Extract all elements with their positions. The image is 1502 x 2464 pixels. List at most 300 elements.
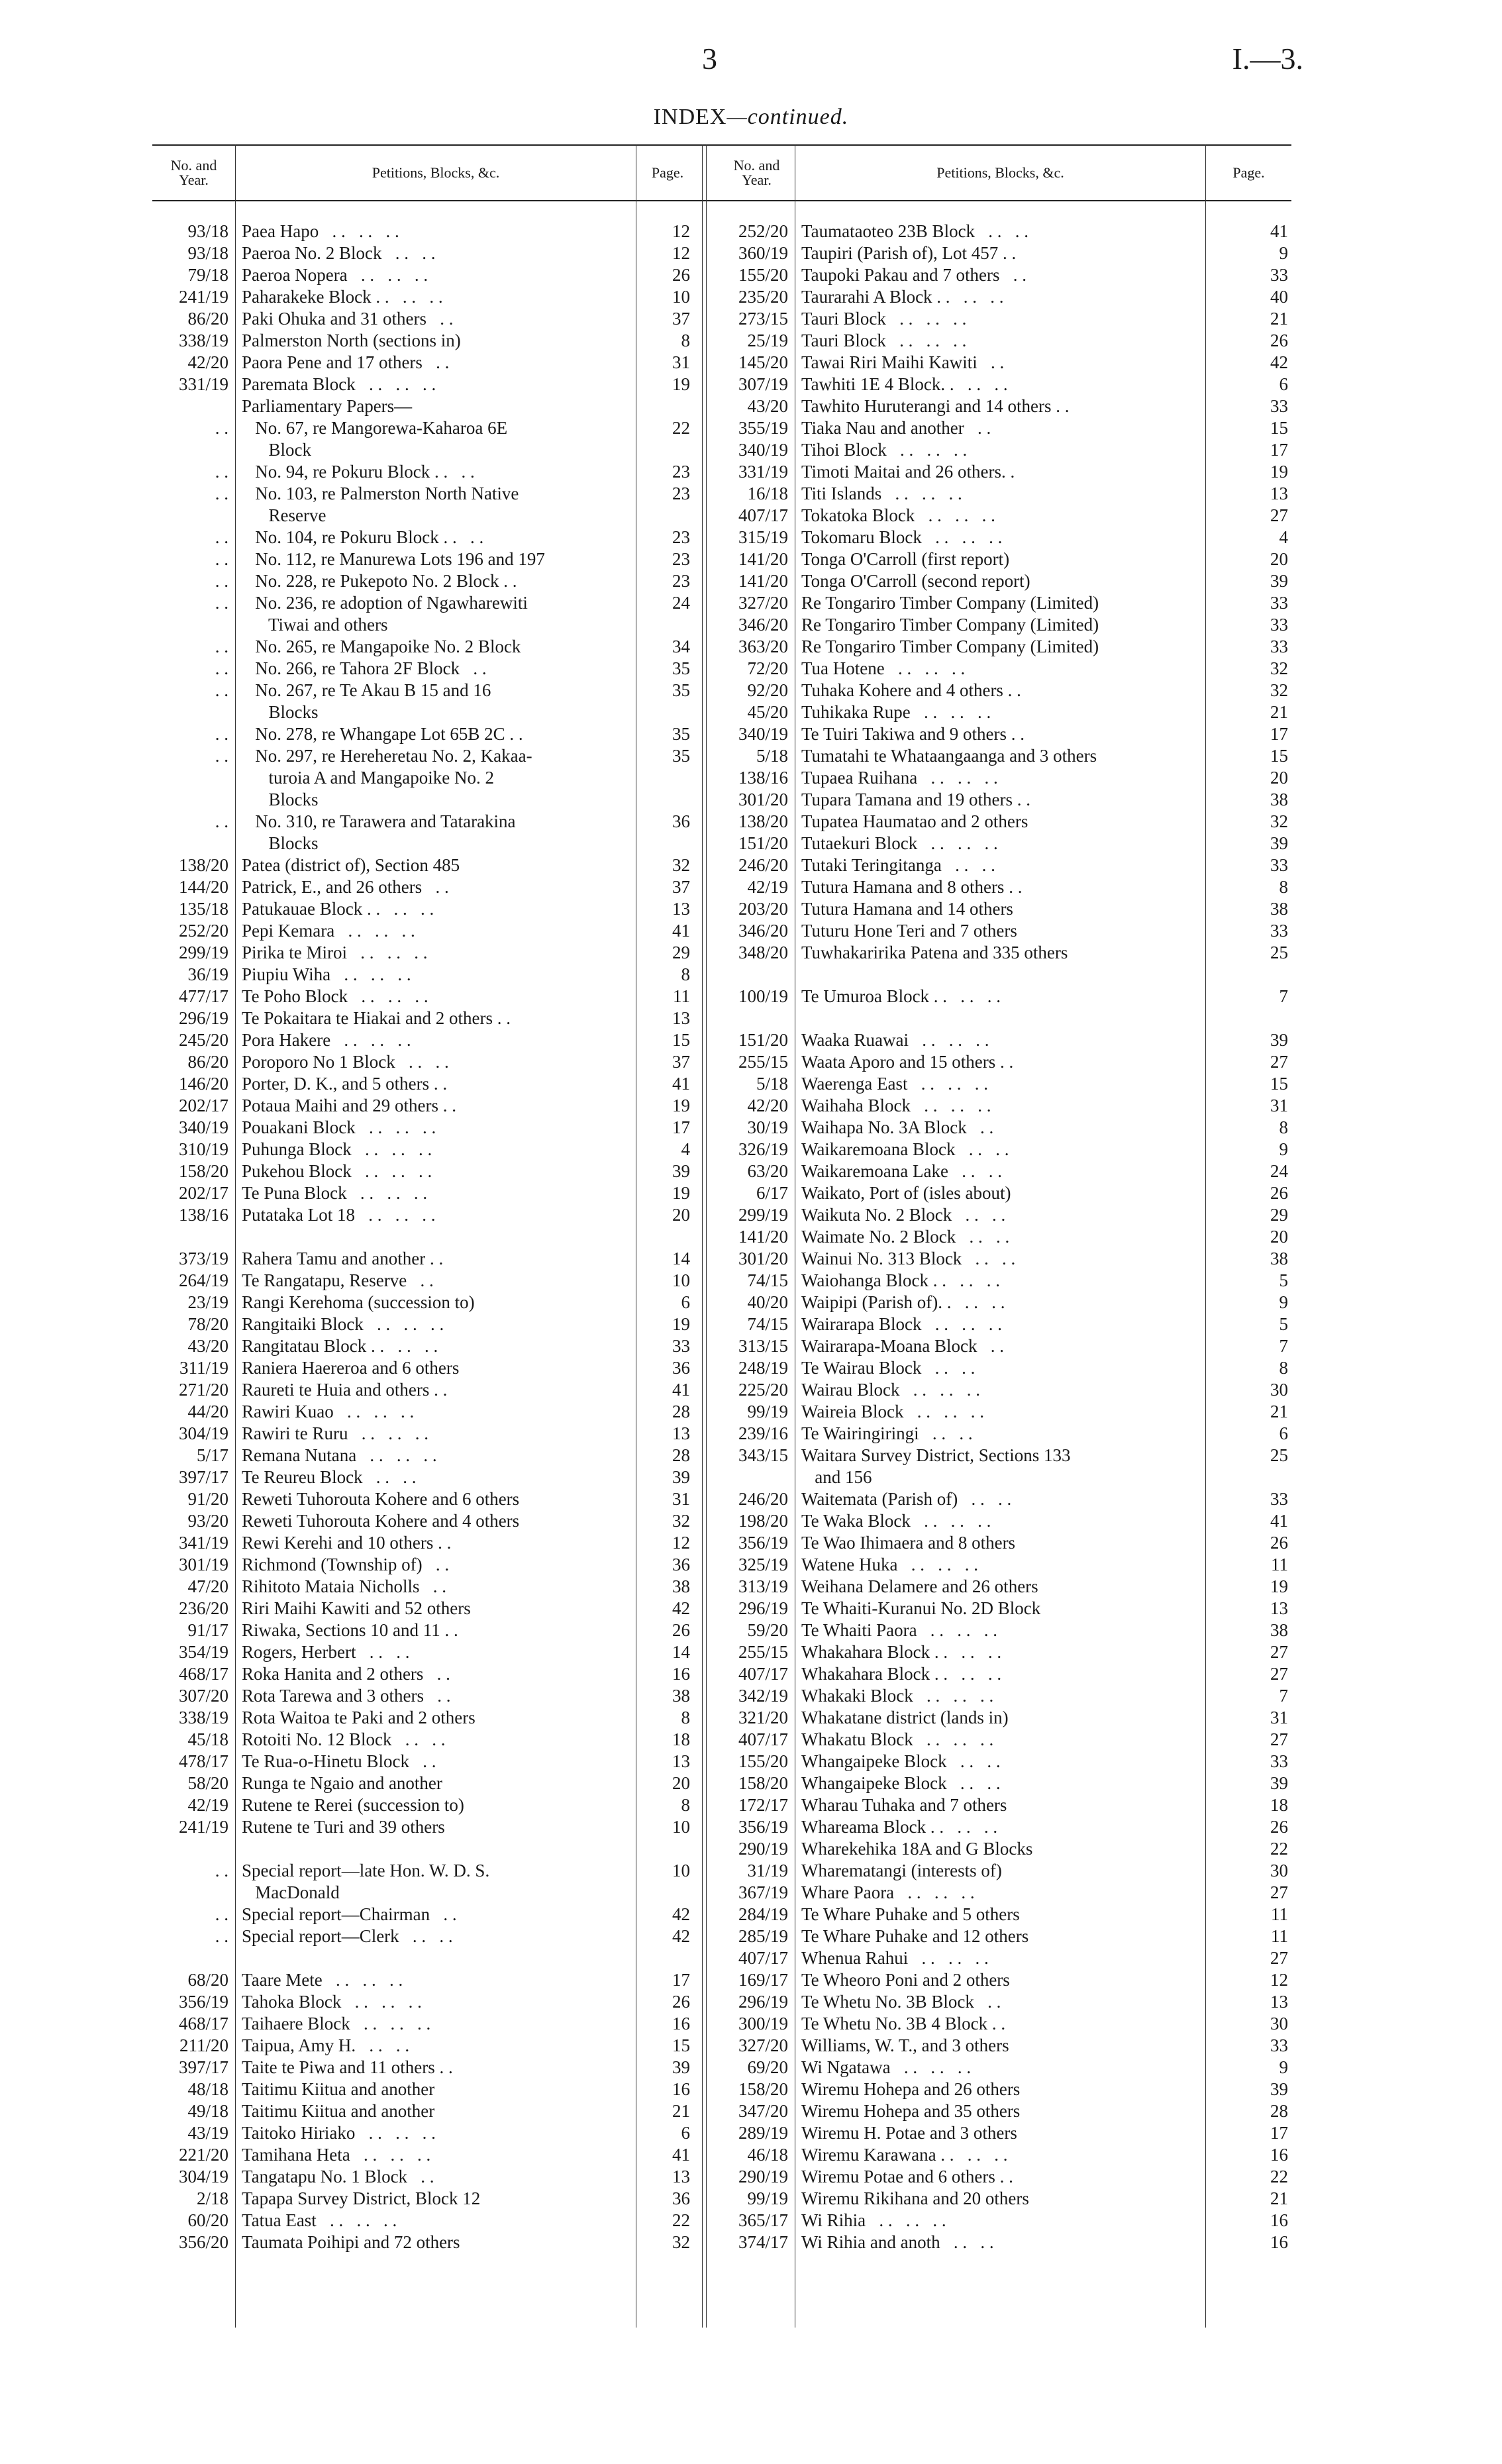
entry-number: 356/20 [178,2232,228,2252]
entry-number: 79/18 [187,265,228,285]
index-entry [709,833,1291,854]
entry-number: 241/19 [178,1817,228,1837]
entry-title: Putataka Lot 18 . . . . . . [242,1205,436,1225]
entry-page: 33 [1270,1489,1288,1509]
entry-number: 338/19 [178,1708,228,1727]
entry-title: Wairau Block . . . . . . [801,1380,981,1400]
entry-page: 22 [672,2210,690,2230]
entry-page: 6 [1279,1423,1288,1443]
entry-title: Taipua, Amy H. . . . . [242,2035,410,2055]
entry-number: . . [215,724,228,744]
entry-page: 27 [1270,1948,1288,1968]
entry-title: Te Whetu No. 3B Block . . [801,1992,1001,2012]
entry-page: 11 [1271,1555,1288,1574]
entry-page: 38 [672,1686,690,1706]
entry-number: 5/17 [196,1445,228,1465]
entry-title: Weihana Delamere and 26 others [801,1576,1038,1596]
index-entry [152,483,702,505]
entry-title: Tiwai and others [242,615,388,635]
index-entry [152,1488,702,1510]
entry-page: 9 [1279,1139,1288,1159]
entry-page: 15 [672,1030,690,1050]
entry-title: Tawai Riri Maihi Kawiti . . [801,352,1005,372]
entry-number: 348/20 [738,943,788,962]
entry-number: 42/20 [747,1096,788,1115]
entry-number: 355/19 [738,418,788,438]
index-entry [709,286,1291,308]
entry-title: Te Whare Puhake and 12 others [801,1926,1029,1946]
entry-title: Roka Hanita and 2 others . . [242,1664,450,1684]
entry-page: 39 [1270,1030,1288,1050]
rule-center-double [702,144,707,2328]
entry-title: Rawiri Kuao . . . . . . [242,1402,415,1421]
entry-number: 158/20 [738,1773,788,1793]
entry-number: 155/20 [738,1751,788,1771]
entry-number: 202/17 [178,1183,228,1203]
entry-page: 15 [672,2035,690,2055]
entry-number: 138/16 [178,1205,228,1225]
entry-number: 343/15 [738,1445,788,1465]
index-entry [152,439,702,461]
index-entry [709,1466,1291,1488]
entry-title: No. 228, re Pukepoto No. 2 Block . . [242,571,517,591]
entry-page: 18 [672,1729,690,1749]
entry-page: 19 [1270,462,1288,482]
index-entry [709,2232,1291,2253]
entry-number: 363/20 [738,637,788,656]
entry-page: 35 [672,746,690,766]
entry-page: 41 [672,1074,690,1094]
index-entry [152,942,702,964]
entry-number: 47/20 [187,1576,228,1596]
index-entry [152,1248,702,1270]
entry-page: 38 [1270,790,1288,809]
entry-title: Timoti Maitai and 26 others. . [801,462,1015,482]
entry-title: Tutura Hamana and 8 others . . [801,877,1023,897]
entry-page: 22 [1270,2167,1288,2186]
index-entry [152,1335,702,1357]
entry-page: 27 [1270,1052,1288,1072]
index-entry [152,1598,702,1619]
index-entry [152,1445,702,1466]
index-entry [152,395,702,417]
index-entry [709,1117,1291,1139]
index-entry [709,330,1291,352]
entry-page: 8 [681,331,690,350]
index-title [0,105,1502,130]
entry-number: 341/19 [178,1533,228,1553]
index-entry [709,1292,1291,1313]
index-entry [152,1751,702,1772]
entry-number: 91/17 [187,1620,228,1640]
index-entry [709,1685,1291,1707]
entry-number: 48/18 [187,2079,228,2099]
entry-number: 407/17 [738,1948,788,1968]
entry-title: No. 310, re Tarawera and Tatarakina [242,811,516,831]
entry-number: . . [215,1926,228,1946]
index-entry [152,570,702,592]
entry-number: 321/20 [738,1708,788,1727]
entry-number: 310/19 [178,1139,228,1159]
entry-title: Te Wao Ihimaera and 8 others [801,1533,1016,1553]
entry-title: Re Tongariro Timber Company (Limited) [801,593,1099,613]
entry-page: 7 [1279,1686,1288,1706]
entry-title: Paeroa Nopera . . . . . . [242,265,428,285]
index-entry [709,395,1291,417]
entry-page: 29 [1270,1205,1288,1225]
entry-title: Rewi Kerehi and 10 others . . [242,1533,452,1553]
entry-page: 22 [672,418,690,438]
entry-number: 93/18 [187,221,228,241]
entry-page: 35 [672,724,690,744]
entry-page: 10 [672,1817,690,1837]
entry-number: 46/18 [747,2145,788,2165]
entry-page: 33 [1270,637,1288,656]
entry-number: 468/17 [178,2014,228,2033]
entry-page: 17 [1270,724,1288,744]
entry-page: 39 [1270,833,1288,853]
header-no-line2: Year. [179,172,209,188]
entry-page: 39 [672,1467,690,1487]
entry-number: 42/19 [747,877,788,897]
entry-title: Te Whetu No. 3B 4 Block . . [801,2014,1006,2033]
entry-title: Rotoiti No. 12 Block . . . . [242,1729,446,1749]
entry-number: 74/15 [747,1270,788,1290]
entry-page: 13 [1270,1992,1288,2012]
entry-title: No. 236, re adoption of Ngawharewiti [242,593,528,613]
entry-title: Tawhiti 1E 4 Block. . . . . . [801,374,1008,394]
entry-title: No. 112, re Manurewa Lots 196 and 197 [242,549,545,569]
entry-title: Paki Ohuka and 31 others . . [242,309,454,329]
entry-page: 19 [672,1314,690,1334]
entry-title: Tupara Tamana and 19 others . . [801,790,1031,809]
entry-number: 49/18 [187,2101,228,2121]
entry-page: 8 [681,1795,690,1815]
entry-number: 225/20 [738,1380,788,1400]
entry-page: 27 [1270,505,1288,525]
index-entry [152,898,702,920]
index-entry [709,461,1291,483]
index-entry [709,1816,1291,1838]
header-no-line1: No. and [733,157,780,174]
entry-title: Waerenga East . . . . . . [801,1074,988,1094]
entry-number: 342/19 [738,1686,788,1706]
entry-page: 16 [1270,2210,1288,2230]
index-entry [152,1619,702,1641]
index-entry [152,1641,702,1663]
header-petitions-left: Petitions, Blocks, &c. [372,164,500,181]
index-entry [709,854,1291,876]
index-entry [152,1160,702,1182]
entry-title: No. 278, re Whangape Lot 65B 2C . . [242,724,523,744]
index-entry [152,1379,702,1401]
entry-title: Tutaki Teringitanga . . . . [801,855,995,875]
entry-title: Wiremu Rikihana and 20 others [801,2188,1029,2208]
entry-title: Watene Huka . . . . . . [801,1555,979,1574]
index-entry [709,1073,1291,1095]
entry-page: 31 [1270,1708,1288,1727]
entry-title: Te Wheoro Poni and 2 others [801,1970,1010,1990]
entry-title: Wainui No. 313 Block . . . . [801,1249,1016,1268]
index-entry [152,1794,702,1816]
entry-page: 28 [1270,2101,1288,2121]
index-entry [709,374,1291,395]
entry-title: Parliamentary Papers— [242,396,413,416]
entry-number: 99/19 [747,1402,788,1421]
entry-page: 10 [672,287,690,307]
index-entry [152,1772,702,1794]
entry-title: Tumatahi te Whataangaanga and 3 others [801,746,1097,766]
entry-number: 42/20 [187,352,228,372]
entry-page: 23 [672,571,690,591]
entry-title: No. 94, re Pokuru Block . . . . [242,462,475,482]
index-entry [152,767,702,789]
entry-number: 135/18 [178,899,228,919]
entry-number: 6/17 [756,1183,788,1203]
entry-page: 20 [1270,549,1288,569]
entry-title: Patrick, E., and 26 others . . [242,877,449,897]
index-entry [152,264,702,286]
entry-page: 9 [1279,243,1288,263]
entry-number: 43/19 [187,2123,228,2143]
entry-title: Reweti Tuhorouta Kohere and 6 others [242,1489,520,1509]
entry-number: . . [215,637,228,656]
entry-page: 41 [672,921,690,941]
entry-page: 17 [672,1117,690,1137]
entry-page: 28 [672,1445,690,1465]
index-entry [709,1182,1291,1204]
index-entry [709,505,1291,527]
entry-number: 5/18 [756,746,788,766]
entry-title: turoia A and Mangapoike No. 2 [242,768,494,788]
header-page-left: Page. [651,164,684,181]
entry-page: 30 [1270,2014,1288,2033]
entry-title: Whakahara Block . . . . . . [801,1664,1002,1684]
index-entry [709,308,1291,330]
entry-page: 37 [672,877,690,897]
entry-page: 23 [672,484,690,503]
entry-title: Waikaremoana Block . . . . [801,1139,1009,1159]
index-entry [709,2144,1291,2166]
entry-page: 31 [1270,1096,1288,1115]
entry-number: 356/19 [178,1992,228,2012]
entry-number: 468/17 [178,1664,228,1684]
entry-page: 23 [672,462,690,482]
entry-page: 18 [1270,1795,1288,1815]
entry-number: 407/17 [738,1664,788,1684]
entry-page: 26 [1270,1183,1288,1203]
entry-number: 239/16 [738,1423,788,1443]
index-entry [709,1379,1291,1401]
entry-title: Rihitoto Mataia Nicholls . . [242,1576,446,1596]
entry-number: . . [215,658,228,678]
entry-page: 6 [681,2123,690,2143]
entry-title: Wi Rihia . . . . . . [801,2210,946,2230]
entry-page: 13 [672,2167,690,2186]
index-entry [152,1117,702,1139]
index-entry [709,767,1291,789]
entry-title: Porter, D. K., and 5 others . . [242,1074,448,1094]
entry-number: 36/19 [187,964,228,984]
index-entry [709,1270,1291,1292]
entry-title: Whareama Block . . . . . . [801,1817,998,1837]
entry-title: Taupiri (Parish of), Lot 457 . . [801,243,1017,263]
entry-number: 42/19 [187,1795,228,1815]
index-entry [152,1882,702,1904]
entry-number: 340/19 [738,440,788,460]
index-entry [709,1969,1291,1991]
entry-number: 155/20 [738,265,788,285]
entry-title: Waireia Block . . . . . . [801,1402,985,1421]
index-entry [152,1685,702,1707]
entry-title: Te Whare Puhake and 5 others [801,1904,1020,1924]
entry-number: . . [215,549,228,569]
entry-number: 78/20 [187,1314,228,1334]
entry-title: Waihapa No. 3A Block . . [801,1117,994,1137]
entry-page: 14 [672,1642,690,1662]
header-no-year-left [152,146,235,200]
entry-page: 13 [672,1751,690,1771]
entry-title: Wiremu Potae and 6 others . . [801,2167,1013,2186]
index-entry [709,417,1291,439]
entry-title: Blocks [242,702,319,722]
entry-title: Te Umuroa Block . . . . . . [801,986,1001,1006]
entry-number: 374/17 [738,2232,788,2252]
entry-title: Paremata Block . . . . . . [242,374,436,394]
entry-title: Reserve [242,505,326,525]
entry-number: 16/18 [747,484,788,503]
entry-number: 138/20 [738,811,788,831]
entry-title: Tauri Block . . . . . . [801,309,967,329]
entry-title: Tauri Block . . . . . . [801,331,967,350]
entry-title: Tokatoka Block . . . . . . [801,505,995,525]
page-number: 3 [702,42,717,76]
entry-number: 236/20 [178,1598,228,1618]
entry-number: 158/20 [178,1161,228,1181]
entry-number: 360/19 [738,243,788,263]
entry-page: 42 [1270,352,1288,372]
entry-number: 327/20 [738,2035,788,2055]
entry-number: 248/19 [738,1358,788,1378]
index-entry [709,614,1291,636]
index-entry [709,570,1291,592]
index-entry [152,286,702,308]
entry-title: Pirika te Miroi . . . . . . [242,943,428,962]
entry-number: 172/17 [738,1795,788,1815]
index-entry [709,2100,1291,2122]
index-entry [709,1095,1291,1117]
entry-page: 31 [672,352,690,372]
index-entry [709,942,1291,964]
index-entry [152,1051,702,1073]
entry-page: 39 [672,2057,690,2077]
entry-title: Tutaekuri Block . . . . . . [801,833,998,853]
entry-page: 8 [681,1708,690,1727]
entry-title: Taumataoteo 23B Block . . . . [801,221,1029,241]
entry-number: 478/17 [178,1751,228,1771]
entry-number: 68/20 [187,1970,228,1990]
entry-number: 255/15 [738,1642,788,1662]
index-entry [152,461,702,483]
entry-page: 33 [1270,1751,1288,1771]
entry-number: 255/15 [738,1052,788,1072]
entry-page: 41 [1270,221,1288,241]
index-entry [152,1816,702,1838]
entry-title: Paea Hapo . . . . . . [242,221,399,241]
entry-title: Te Waka Block . . . . . . [801,1511,991,1531]
entry-page: 33 [1270,265,1288,285]
index-entry [152,1270,702,1292]
entry-title: Taihaere Block . . . . . . [242,2014,431,2033]
entry-title: Waaka Ruawai . . . . . . [801,1030,989,1050]
entry-number: 45/18 [187,1729,228,1749]
index-entry [152,1204,702,1226]
entry-page: 33 [1270,2035,1288,2055]
entry-title: Tutura Hamana and 14 others [801,899,1013,919]
entry-page: 27 [1270,1642,1288,1662]
index-entry [709,1576,1291,1598]
index-entry [152,242,702,264]
entry-number: 60/20 [187,2210,228,2230]
index-entry [152,2188,702,2210]
index-entry [152,527,702,548]
entry-number: 92/20 [747,680,788,700]
index-entry [709,723,1291,745]
entry-title: No. 267, re Te Akau B 15 and 16 [242,680,491,700]
entry-page: 36 [672,2188,690,2208]
entry-number: 235/20 [738,287,788,307]
index-entry [152,2166,702,2188]
index-entry [709,1794,1291,1816]
index-entry [709,2035,1291,2057]
entry-title: Titi Islands . . . . . . [801,484,962,503]
index-entry [152,2232,702,2253]
entry-number: 31/19 [747,1861,788,1880]
entry-page: 16 [1270,2145,1288,2165]
index-entry [709,1904,1291,1925]
entry-number: . . [215,680,228,700]
index-entry [709,745,1291,767]
entry-title: Wairarapa-Moana Block . . [801,1336,1004,1356]
entry-page: 39 [1270,571,1288,591]
entry-number: 299/19 [178,943,228,962]
entry-title: Reweti Tuhorouta Kohere and 4 others [242,1511,520,1531]
index-entry [152,2057,702,2079]
entry-title: Pouakani Block . . . . . . [242,1117,436,1137]
entry-number: 340/19 [178,1117,228,1137]
entry-title: Williams, W. T., and 3 others [801,2035,1009,2055]
entry-page: 37 [672,309,690,329]
entry-number: . . [215,1861,228,1880]
entry-page: 34 [672,637,690,656]
entry-title: Whakahara Block . . . . . . [801,1642,1002,1662]
index-entry [709,920,1291,942]
entry-number: 141/20 [738,571,788,591]
entry-number: 331/19 [738,462,788,482]
entry-page: 29 [672,943,690,962]
entry-page: 37 [672,1052,690,1072]
entry-title: Tonga O'Carroll (first report) [801,549,1010,569]
index-entry [152,374,702,395]
index-entry [709,986,1291,1007]
index-entry [709,1488,1291,1510]
entry-number: 86/20 [187,309,228,329]
entry-title: Waihaha Block . . . . . . [801,1096,991,1115]
entry-title: Whakatane district (lands in) [801,1708,1009,1727]
entry-number: 211/20 [179,2035,228,2055]
entry-page: 38 [1270,899,1288,919]
entry-page: 26 [672,1992,690,2012]
